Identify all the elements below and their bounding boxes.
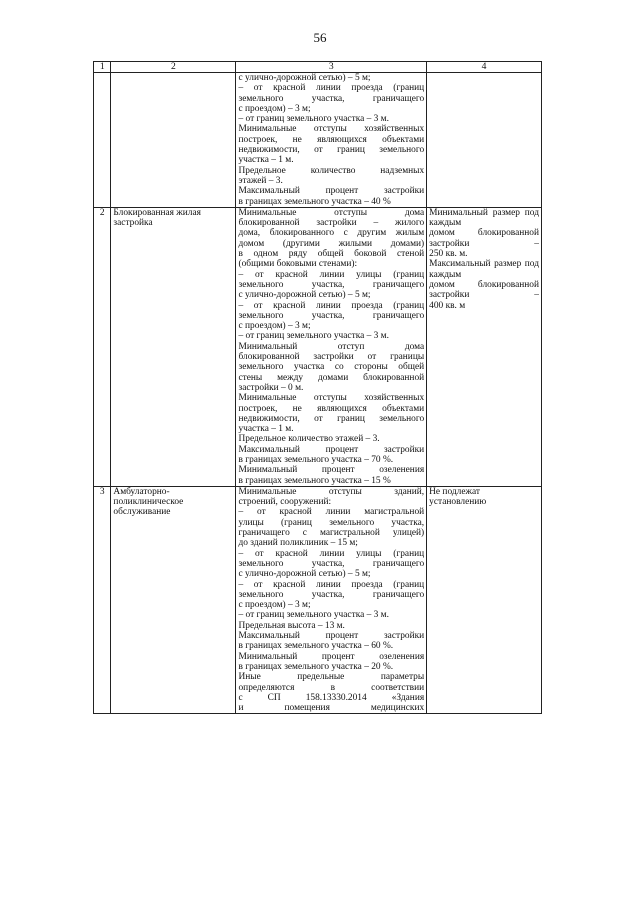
parameter-line: стены между домами блокированной: [238, 372, 425, 383]
parameter-line: – от красной линии проезда (границ: [238, 579, 425, 590]
regulations-table: [93, 61, 542, 714]
use-type-name: [111, 207, 236, 486]
plot-size-limits-cell: [427, 207, 542, 486]
parameter-line: дома, блокированного с другим жилым: [238, 228, 425, 239]
header-col-3: 3: [236, 62, 427, 73]
parameter-line: и помещения медицинских: [238, 703, 425, 714]
use-type-name-line: обслуживание: [113, 507, 171, 518]
parameters-cell: [236, 486, 427, 714]
parameter-line: определяются в соответствии: [238, 682, 425, 693]
row-number: 3: [94, 486, 111, 714]
parameter-line: с улично-дорожной сетью) – 5 м;: [238, 569, 371, 580]
parameter-line: в одном ряду общей боковой стеной: [238, 249, 425, 260]
table-header-row: [94, 62, 542, 73]
parameter-line: земельного участка, граничащего: [238, 558, 425, 569]
parameter-line: Предельная высота – 13 м.: [238, 620, 345, 631]
parameter-line: земельного участка, граничащего: [238, 279, 425, 290]
parameter-line: в границах земельного участка – 70 %.: [238, 454, 394, 465]
limit-line: Максимальный размер под каждым: [429, 259, 539, 280]
limit-line: 250 кв. м.: [429, 249, 468, 260]
limit-line: домом блокированной застройки –: [429, 279, 539, 301]
parameter-line: – от красной линии проезда (границ: [238, 300, 425, 311]
parameter-line: в границах земельного участка – 20 %.: [238, 661, 394, 672]
parameter-line: Иные предельные параметры: [238, 672, 425, 683]
parameter-line: – от границ земельного участка – 3 м.: [238, 114, 389, 125]
parameter-line: Минимальный процент озеленения: [238, 465, 425, 476]
table-row: [94, 73, 542, 208]
parameter-line: Минимальные отступы дома: [238, 207, 425, 218]
parameter-line: Минимальный процент озеленения: [238, 651, 425, 662]
limit-line: домом блокированной застройки –: [429, 228, 539, 249]
parameter-line: – от границ земельного участка – 3 м.: [238, 331, 389, 342]
parameter-line: – от красной линии улицы (границ: [238, 548, 425, 559]
use-type-name-line: поликлиническое: [113, 497, 184, 508]
parameter-line: с улично-дорожной сетью) – 5 м;: [238, 73, 371, 83]
plot-size-limits-cell: [427, 73, 542, 208]
parameter-line: с проездом) – 3 м;: [238, 103, 311, 114]
parameter-line: земельного участка, граничащего: [238, 310, 425, 321]
parameter-line: Максимальный процент застройки: [238, 631, 425, 642]
parameter-line: с улично-дорожной сетью) – 5 м;: [238, 290, 371, 301]
table-row: [94, 486, 542, 714]
parameter-line: земельного участка, граничащего: [238, 93, 425, 104]
use-type-name: [111, 73, 236, 208]
parameter-line: участка – 1 м.: [238, 424, 294, 435]
use-type-name-line: застройка: [113, 218, 153, 229]
parameter-line: улицы (границ земельного участка,: [238, 517, 425, 528]
header-col-4: 4: [427, 62, 542, 73]
header-col-2: 2: [111, 62, 236, 73]
parameter-line: в границах земельного участка – 40 %: [238, 196, 391, 207]
parameter-line: Минимальные отступы хозяйственных: [238, 124, 425, 135]
plot-size-limits-cell: [427, 486, 542, 714]
parameter-line: в границах земельного участка – 60 %.: [238, 641, 394, 652]
parameter-line: Минимальный отступ дома: [238, 341, 425, 352]
parameter-line: – от красной линии магистральной: [238, 507, 425, 518]
parameter-line: Предельное количество этажей – 3.: [238, 434, 380, 445]
parameter-line: Минимальные отступы зданий,: [238, 486, 425, 497]
parameter-line: домом (другими жилыми домами): [238, 238, 425, 249]
use-type-name-line: Амбулаторно-: [113, 486, 170, 497]
parameter-line: – от красной линии улицы (границ: [238, 269, 425, 280]
table-row: [94, 207, 542, 486]
parameter-line: в границах земельного участка – 15 %: [238, 475, 391, 486]
row-number: [94, 73, 111, 208]
parameter-line: – от границ земельного участка – 3 м.: [238, 610, 389, 621]
parameters-cell: [236, 73, 427, 208]
parameter-line: (общими боковыми стенами):: [238, 259, 358, 270]
parameter-line: Предельное количество надземных: [238, 165, 425, 176]
parameter-line: построек, не являющихся объектами: [238, 134, 425, 145]
parameter-line: с СП 158.13330.2014 «Здания: [238, 692, 425, 703]
parameter-line: этажей – 3.: [238, 175, 283, 186]
limit-line: 400 кв. м: [429, 300, 466, 311]
parameter-line: земельного участка, граничащего: [238, 589, 425, 600]
parameter-line: с проездом) – 3 м;: [238, 321, 311, 332]
row-number: 2: [94, 207, 111, 486]
page-number: 56: [313, 30, 327, 45]
parameter-line: Максимальный процент застройки: [238, 444, 425, 455]
parameter-line: участка – 1 м.: [238, 155, 294, 166]
parameter-line: недвижимости, от границ земельного: [238, 413, 425, 424]
header-col-1: 1: [94, 62, 111, 73]
parameter-line: блокированной застройки – жилого: [238, 218, 425, 229]
parameter-line: строений, сооружений:: [238, 497, 332, 508]
limit-line: Не подлежат установлению: [429, 486, 487, 508]
parameter-line: – от красной линии проезда (границ: [238, 83, 425, 94]
parameter-line: граничащего с магистральной улицей): [238, 528, 425, 539]
parameter-line: Максимальный процент застройки: [238, 186, 425, 197]
parameter-line: блокированной застройки от границы: [238, 352, 425, 363]
parameter-line: построек, не являющихся объектами: [238, 403, 425, 414]
parameter-line: с проездом) – 3 м;: [238, 600, 311, 611]
parameter-line: застройки – 0 м.: [238, 382, 304, 393]
limit-line: Минимальный размер под каждым: [429, 207, 539, 229]
parameter-line: недвижимости, от границ земельного: [238, 145, 425, 156]
parameter-line: Минимальные отступы хозяйственных: [238, 393, 425, 404]
parameter-line: земельного участка со стороны общей: [238, 362, 425, 373]
use-type-name-line: Блокированная жилая: [113, 207, 201, 218]
parameter-line: до зданий поликлиник – 15 м;: [238, 538, 358, 549]
use-type-name: [111, 486, 236, 714]
parameters-cell: [236, 207, 427, 486]
